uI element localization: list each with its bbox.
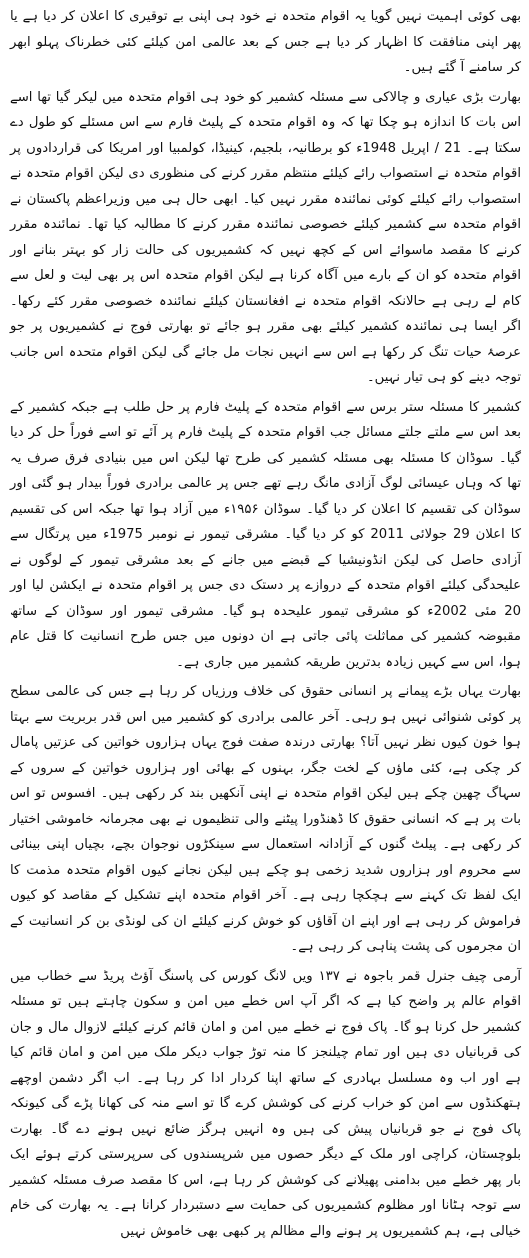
article-paragraph-2: بھارت بڑی عیاری و چالاکی سے مسئلہ کشمیر کو خود ہی اقوام متحدہ میں لیکر گیا تھا اسے اس بات کا اندازہ ہو چکا تھا کہ وہ اقوام متحدہ کے پلیٹ فارم سے اس مسئلے کو طول دے سکتا ہے۔ 21 / اپریل 1948ء کو برطانیہ، بلجیم، کینیڈا، کولمبیا اور امریکا کی قراردادوں پر اقوام متحدہ نے استصواب رائے کیلئے منتظم مقرر کرنے کی منظوری دی لیکن اقوام متحدہ نے استصواب رائے کیلئے کوئی نمائندہ مقرر نہیں کیا۔ ابھی حال ہی میں وزیراعظم پاکستان نے اقوام متحدہ سے کشمیر کیلئے خصوصی نمائندہ مقرر کرنے کا مطالبہ کیا تھا۔ نمائندہ مقرر کرنے کا مقصد ماسوائے اس کے کچھ نہیں کہ کشمیریوں کی حالت زار کو بہتر بنانے اور اقوام متحدہ کو ان کے بارے میں آگاہ کرنا ہے لیکن اقوام متحدہ اس پر بھی لیت و لعل سے کام لے رہی ہے حالانکہ اقوام متحدہ نے افغانستان کیلئے نمائندہ خصوصی مقرر کئے رکھا۔ اگر ایسا ہی نمائندہ کشمیر کیلئے بھی مقرر ہو جائے تو بھارتی فوج نے کشمیریوں پر جو عرصۂ حیات تنگ کر رکھا ہے اس سے انہیں نجات مل جائے گی لیکن اقوام متحدہ اس جانب توجہ دینے کو ہی تیار نہیں۔ xyxy=(10,89,521,385)
article-paragraph-3: کشمیر کا مسئلہ ستر برس سے اقوام متحدہ کے پلیٹ فارم پر حل طلب ہے جبکہ کشمیر کے بعد اس سے ملتے جلتے مسائل جب اقوام متحدہ کے پلیٹ فارم پر آئے تو اسے فوراً حل کر دیا گیا۔ سوڈان کا مسئلہ بھی مسئلہ کشمیر کی طرح تھا لیکن اس میں بنیادی فرق صرف یہ تھا کہ وہاں عیسائی لوگ آزادی مانگ رہے تھے جس پر عالمی برادری فوراً بیدار ہو گئی اور سوڈان کی تقسیم کا اعلان کر دیا گیا۔ سوڈان ۱۹۵۶ء میں آزاد ہوا تھا جبکہ اس کی تقسیم کا اعلان 29 جولائی 2011 کو کر دیا گیا۔ مشرقی تیمور نے نومبر 1975ء میں پرتگال سے آزادی حاصل کی لیکن انڈونیشیا کے قبضے میں جانے کے بعد مشرقی تیمور کے لوگوں نے علیحدگی کیلئے اقوام متحدہ کے دروازے پر دستک دی جس پر اقوام متحدہ نے ایکشن لیا اور 20 مئی 2002ء کو مشرقی تیمور علیحدہ ہو گیا۔ مشرقی تیمور اور سوڈان کے ساتھ مقبوضہ کشمیر کی مماثلت پائی جاتی ہے ان دونوں میں جس طرح انسانیت کا قتل عام ہوا، اس سے کہیں زیادہ بدترین طریقہ کشمیر میں جاری ہے۔ xyxy=(10,399,521,670)
article-paragraph-1: بھی کوئی اہمیت نہیں گویا یہ اقوام متحدہ نے خود ہی اپنی بے توقیری کا اعلان کر دیا ہے یا پھر اپنی منافقت کا اظہار کر دیا ہے جس کے بعد عالمی امن کیلئے کئی خطرناک پہلو ابھر کر سامنے آ گئے ہیں۔ xyxy=(10,9,521,75)
article-paragraph-4: بھارت یہاں بڑے پیمانے پر انسانی حقوق کی خلاف ورزیاں کر رہا ہے جس کی عالمی سطح پر کوئی شنوائی نہیں ہو رہی۔ آخر عالمی برادری کو کشمیر میں اس قدر بربریت سے بہتا ہوا خون کیوں نظر نہیں آتا؟ بھارتی درندہ صفت فوج یہاں ہزاروں خواتین کی عزتیں پامال کر چکی ہے، کئی ماؤں کے لخت جگر، بہنوں کے بھائی اور ہزاروں خواتین کے سروں کے سہاگ چھین چکے ہیں لیکن اقوام متحدہ نے اپنی آنکھیں بند کر رکھی ہیں۔ افسوس تو اس بات پر ہے کہ انسانی حقوق کا ڈھنڈورا پیٹنے والی تنظیموں نے بھی مجرمانہ خاموشی اختیار کر رکھی ہے۔ پیلٹ گنوں کے آزادانہ استعمال سے سینکڑوں نوجوان بچے، بچیاں اپنی بینائی سے محروم اور ہزاروں شدید زخمی ہو چکے ہیں لیکن نجانے کیوں اقوام متحدہ مذمت کا ایک لفظ تک کہنے سے ہچکچا رہی ہے۔ آخر اقوام متحدہ اپنے تشکیل کے مقاصد کو کیوں فراموش کر رہی ہے اور اپنے ان آقاؤں کو خوش کرنے کیلئے ان کی لونڈی بن کر انسانیت کے ان مجرموں کی پشت پناہی کر رہی ہے۔ xyxy=(10,684,521,954)
article-paragraph-5: آرمی چیف جنرل قمر باجوہ نے ۱۳۷ ویں لانگ کورس کی پاسنگ آؤٹ پریڈ سے خطاب میں اقوام عالم پر واضح کیا ہے کہ اگر آپ اس خطے میں امن و سکون چاہتے ہیں تو مسئلہ کشمیر حل کرنا ہو گا۔ پاک فوج نے خطے میں امن و امان قائم کرنے کیلئے لازوال مال و جان کی قربانیاں دی ہیں اور تمام چیلنجز کا منہ توڑ جواب دیکر ملک میں امن و امان قائم کیا ہے اور اب وہ مسلسل بہادری کے ساتھ اپنا کردار ادا کر رہا ہے۔ اب اگر دشمن اوچھے ہتھکنڈوں سے امن کو خراب کرنے کی کوشش کرے گا تو اسے منہ کی کھانا پڑے گی کیونکہ پاک فوج نے جو قربانیاں پیش کی ہیں وہ انہیں ہرگز ضائع نہیں ہونے دے گا۔ بھارت بلوچستان، کراچی اور ملک کے دیگر حصوں میں شرپسندوں کی سرپرستی کرتے ہوئے ایک بار پھر خطے میں بدامنی پھیلانے کی کوشش کر رہا ہے، اس کا مقصد صرف مسئلہ کشمیر سے توجہ ہٹانا اور مظلوم کشمیریوں کی حمایت سے دستبردار کرانا ہے۔ یہ بھارت کی خام خیالی ہے، ہم کشمیریوں پر ہونے والے مظالم پر کبھی بھی خاموش نہیں xyxy=(10,968,521,1239)
